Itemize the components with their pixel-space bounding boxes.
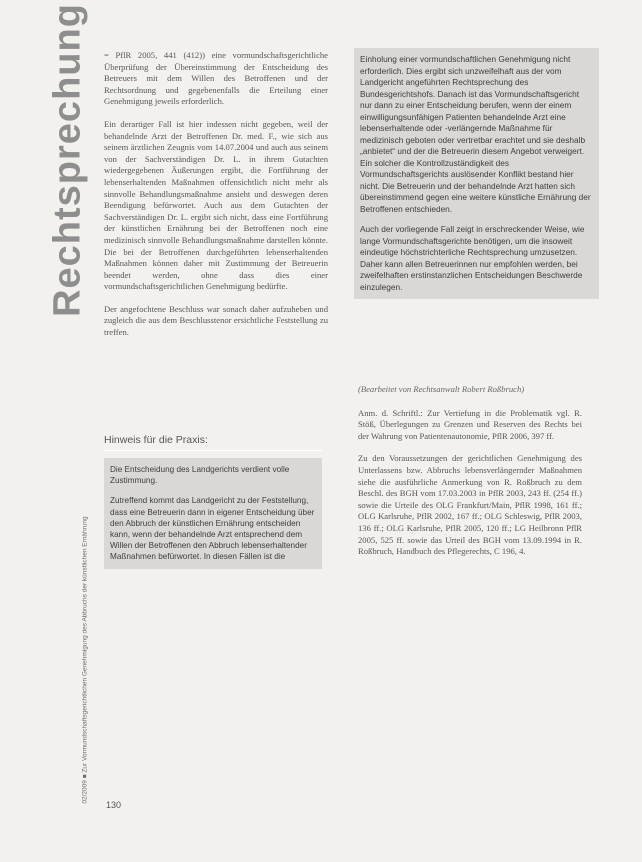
right-hint-box: [354, 48, 599, 299]
page-number: 130: [106, 800, 122, 810]
practice-hint-box: [104, 458, 322, 569]
note-paragraph-2: Zu den Voraussetzungen der gerichtlichen Genehmigung des Unterlassens bzw. Abbruchs lebensverlängernder Maßnahmen siehe die ausführliche Anmerkung von R. Roßbruch zu dem Beschl. des BGH vom 17.03.2003 in PflR 2003, 243 ff. (254 ff.) sowie die Urteile des OLG Frankfurt/Main, PflR 1998, 161 ff.; OLG Karlsruhe, PflR 2002, 167 ff.; OLG Schleswig, PflR 2003, 136 ff.; OLG Karlsruhe, PflR 2005, 120 ff.; LG Heilbronn PflR 2005, 525 ff. sowie das Urteil des BGH vom 13.09.1994 in R. Roßbruch, Handbuch des Pflegerechts, C 196, 4.: [358, 453, 582, 557]
left-paragraph-2: Ein derartiger Fall ist hier indessen nicht gegeben, weil der behandelnde Arzt der Betroffenen Dr. med. F., wie sich aus seinem ärztlichen Zeugnis vom 14.07.2004 und auch aus seinem von der Sachverständigen Dr. L. in ihrem Gutachten wiedergegebenen Äußerungen ergibt, die Fortführung der lebenserhaltenden Maßnahmen offensichtlich nicht mehr als sinnvolle Behandlungsmaßnahme ansieht und deswegen deren Beendigung befürwortet. Auch aus dem Gutachten der Sachverständigen Dr. L. ergibt sich nicht, dass eine Fortführung der künstlichen Ernährung bei der Betroffenen noch eine medizinisch sinnvolle Behandlungsmaßnahme darstellen könnte. Die bei der Betroffenen durchgeführten lebenserhaltenden Maßnahmen können daher mit Zustimmung der Betreuerin beendet werden, ohne dass dies einer vormundschaftsgerichtlichen Genehmigung bedürfte.: [104, 118, 328, 292]
right-box-paragraph-2: Auch der vorliegende Fall zeigt in erschreckender Weise, wie lange Vormundschaftsgerichte benötigen, um die insoweit eindeutige höchstrichterliche Rechtsprechung umzusetzen. Daher kann allen Betreuerinnen nur empfohlen werden, bei zweifelhaften erstinstanzlichen Entscheidungen Beschwerde einzulegen.: [360, 224, 585, 292]
section-title: Rechtsprechung: [46, 3, 89, 317]
left-paragraph-1: = PflR 2005, 441 (412)) eine vormundschaftsgerichtliche Überprüfung der Übereinstimmung der Entscheidung des Betreuers mit dem Willen des Betroffenen und der Rechtsordnung und gegebenenfalls die Erteilung einer Genehmigung jeweils erforderlich.: [104, 50, 328, 107]
right-box-paragraph-1: Einholung einer vormundschaftlichen Genehmigung nicht erforderlich. Dies ergibt sich unzweifelhaft aus der vom Landgericht angeführten Rechtsprechung des Bundesgerichtshofs. Danach ist das Vormundschaftsgericht nur dann zu einer Entscheidung berufen, wenn der einem einwilligungsunfähigen Patienten behandelnde Arzt eine lebenserhaltende oder -verlängernde Maßnahme für medizinisch geboten oder vertretbar erachtet und sie deshalb „anbietet“ und der die Betreuerin diesem Angebot verweigert. Ein solcher die Kontrollzuständigkeit des Vormundschaftsgerichts auslösender Konflikt bestand hier nicht. Die Betreuerin und der behandelnde Arzt hatten sich übereinstimmend gegen eine weitere künstliche Ernährung der Betroffenen entschieden.: [360, 54, 591, 214]
note-paragraph-1: Anm. d. Schriftl.: Zur Vertiefung in die Problematik vgl. R. Stöß, Überlegungen zu Grenzen und Reserven des Rechts bei der Wahrung von Patientenautonomie, PflR 2006, 397 ff.: [358, 407, 582, 441]
side-note-text: 02/2009 ■ Zur Vormundschaftsgerichtlichen Genehmigung des Abbruchs der künstlichen Ernährung: [81, 516, 89, 804]
left-column: [104, 50, 328, 350]
side-note-vertical: [78, 490, 92, 830]
hint-paragraph-2: Zutreffend kommt das Landgericht zu der Feststellung, dass eine Betreuerin dann in eigener Entscheidung über den Abbruch der künstlichen Ernährung entscheiden kann, wenn der behandelnde Arzt entsprechend dem Willen der Betroffenen den Abbruch lebenserhaltender Maßnahmen befürwortet. In diesen Fällen ist die: [110, 496, 315, 562]
practice-hint-title: Hinweis für die Praxis:: [104, 434, 322, 451]
practice-hint-section: [104, 434, 322, 569]
hint-paragraph-1: Die Entscheidung des Landgerichts verdient volle Zustimmung.: [110, 465, 290, 486]
left-paragraph-3: Der angefochtene Beschluss war sonach daher aufzuheben und zugleich die aus dem Beschlusstenor ersichtliche Feststellung zu treffen.: [104, 303, 328, 338]
author-credit: (Bearbeitet von Rechtsanwalt Robert Roßbruch): [358, 384, 525, 394]
section-title-vertical: [38, 3, 98, 317]
right-column-notes: [358, 370, 582, 569]
